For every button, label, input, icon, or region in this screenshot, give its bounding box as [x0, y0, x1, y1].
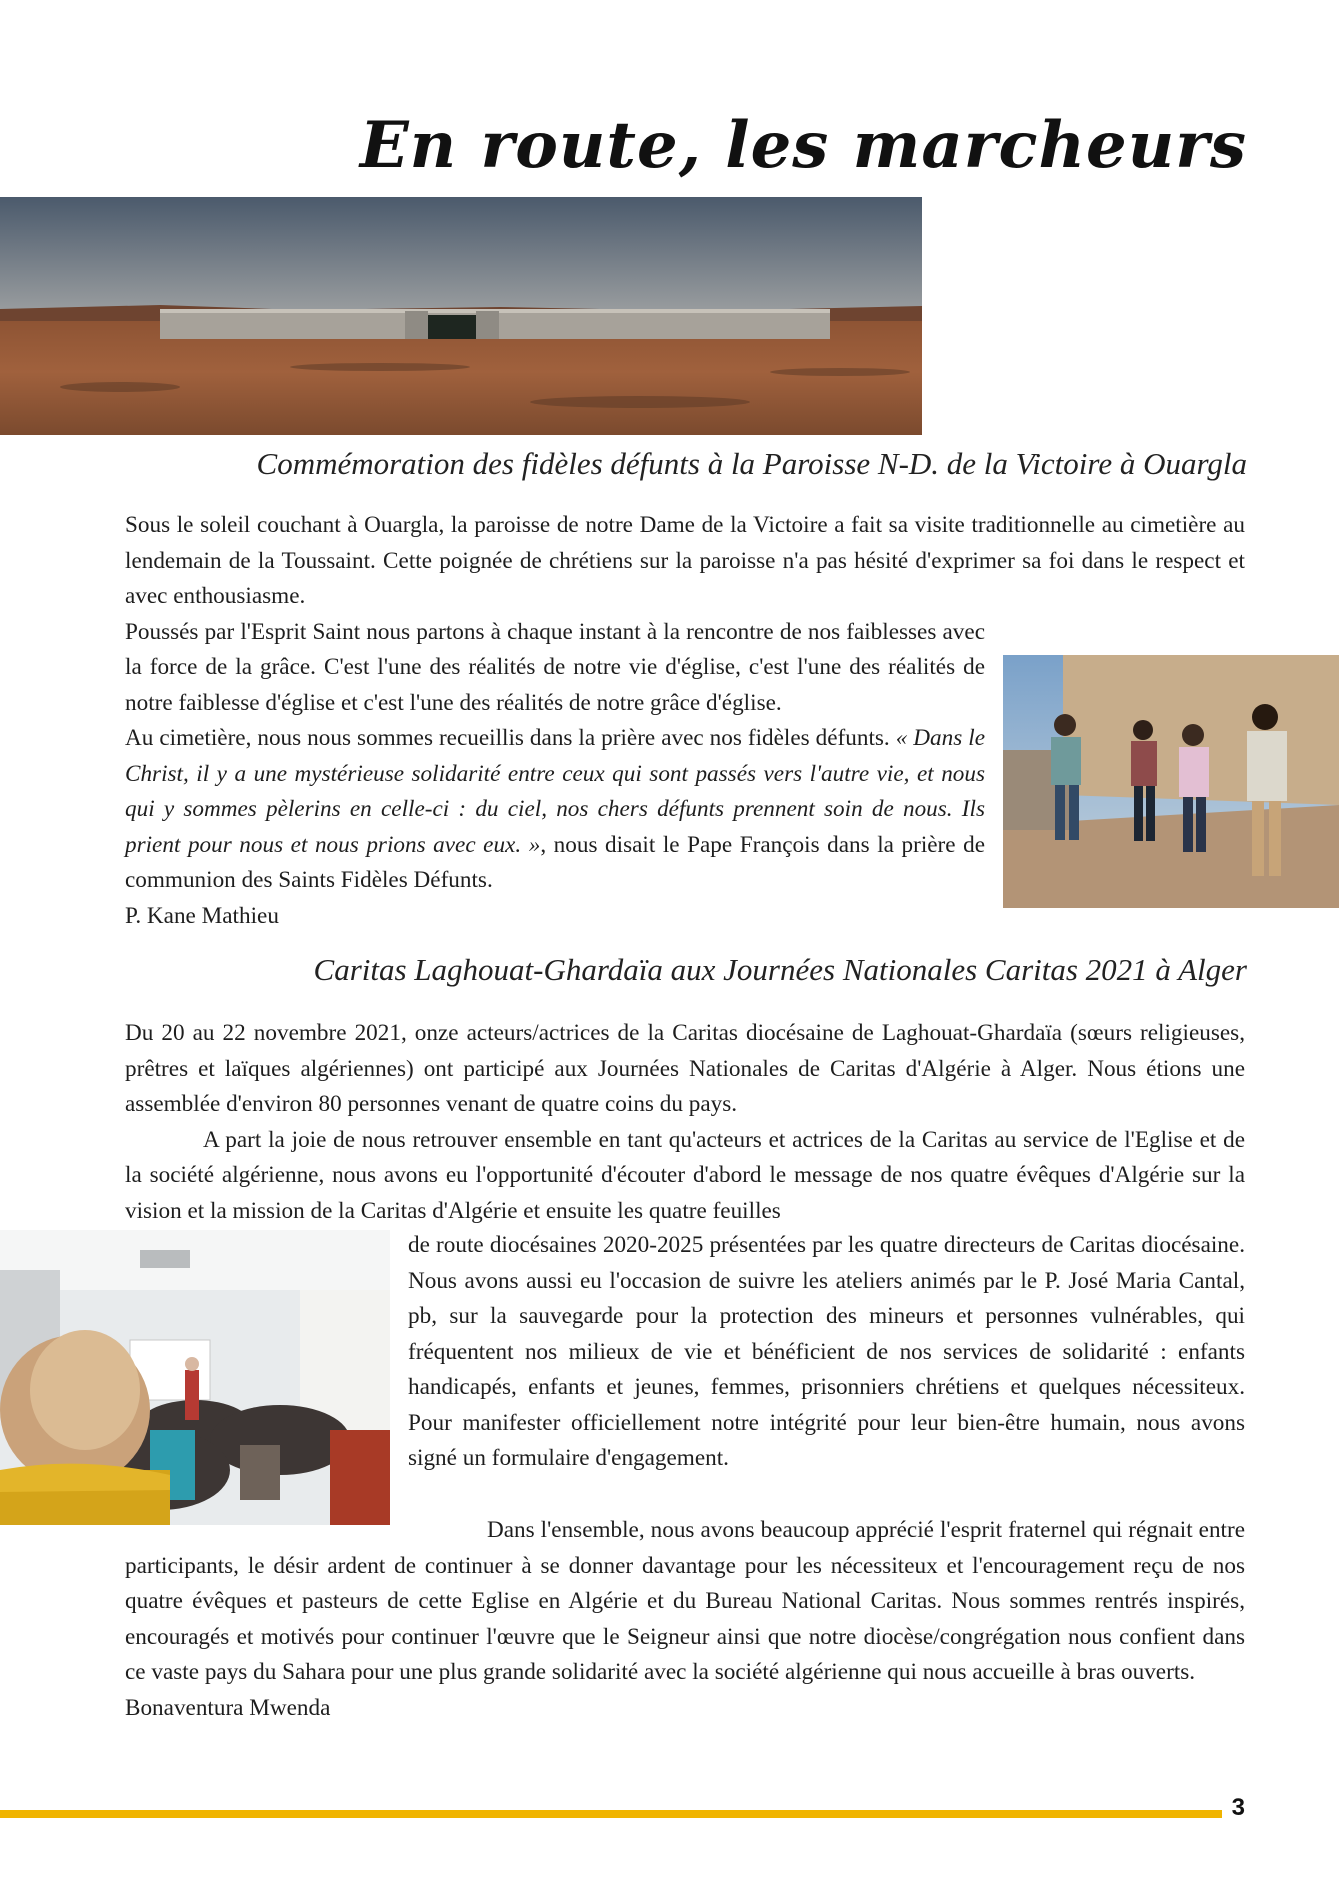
- footer-accent-line: [0, 1810, 1222, 1818]
- article-2-body-middle: [408, 1228, 1245, 1477]
- article-1-paragraph-2: Poussés par l'Esprit Saint nous partons à chaque instant à la rencontre de nos faiblesses avec la force de la grâce. C'est l'une des réalités de notre vie d'église, c'est l'une des réalités de notre faiblesse d'église et c'est l'une des réalités de notre grâce d'église.: [125, 618, 985, 716]
- article-2-author: Bonaventura Mwenda: [125, 1694, 331, 1721]
- article-2-paragraph-2-continued: de route diocésaines 2020-2025 présentées par les quatre directeurs de Caritas diocésaine. Nous avons aussi eu l'occasion de suivre les ateliers animés par le P. José Maria Cantal, pb, sur la sauvegarde pour la protection des mineurs et personnes vulnérables, qui fréquentent nos milieux de vie et bénéficient de nos services de solidarité : enfants handicapés, enfants et jeunes, femmes, prisonniers chrétiens et quelques nécessiteux. Pour manifester officiellement notre intégrité pour leur bien-être humain, nous avons signé un formulaire d'engagement.: [408, 1232, 1245, 1471]
- cemetery-sunset-photo: [0, 197, 922, 435]
- article-1-paragraph-3-outro: , nous disait le Pape François dans la prière de communion des Saints Fidèles Défunts.: [125, 831, 986, 893]
- article-2-paragraph-3: Dans l'ensemble, nous avons beaucoup apprécié l'esprit fraternel qui régnait entre participants, le désir ardent de continuer à se donner davantage pour les nécessiteux et l'encouragement reçu de nos quatre évêques et pasteurs de cette Eglise en Algérie et du Bureau National Caritas. Nous sommes rentrés inspirés, encouragés et motivés pour continuer l'œuvre que le Seigneur ainsi que notre diocèse/congrégation nous confient dans ce vaste pays du Sahara pour une plus grande solidarité avec la société algérienne qui nous accueille à bras ouverts.: [125, 1517, 1245, 1685]
- article-1-paragraph-3-intro: Au cimetière, nous nous sommes recueillis dans la prière avec nos fidèles défunts.: [125, 725, 896, 751]
- pope-quote: « Dans le Christ, il y a une mystérieuse solidarité entre ceux qui sont passés vers l'autre vie, et nous qui y sommes pèlerins en celle-ci : du ciel, nos chers défunts prennent soin de nous. Ils prient pour nous et nous prions avec eux. »: [125, 725, 985, 858]
- article-1-paragraph-1: Sous le soleil couchant à Ouargla, la paroisse de notre Dame de la Victoire a fait sa visite traditionnelle au cimetière au lendemain de la Toussaint. Cette poignée de chrétiens sur la paroisse n'a pas hésité d'exprimer sa foi dans le respect et avec enthousiasme.: [125, 512, 1245, 609]
- assembly-photo: [0, 1230, 390, 1525]
- article-1-author: P. Kane Mathieu: [125, 902, 279, 929]
- page-number: 3: [1231, 1794, 1245, 1821]
- article-2-body-top: [125, 1016, 1245, 1229]
- article-2-paragraph-2-start: A part la joie de nous retrouver ensemble en tant qu'acteurs et actrices de la Caritas au service de l'Eglise et de la société algérienne, nous avons eu l'opportunité d'écouter d'abord le message de nos quatre évêques d'Algérie sur la vision et la mission de la Caritas d'Algérie et ensuite les quatre feuilles: [125, 1126, 1245, 1224]
- article-1-paragraph-3: [125, 721, 985, 899]
- article-2-body-bottom: [125, 1513, 1245, 1726]
- article-2-subtitle: Caritas Laghouat-Ghardaïa aux Journées Nationales Caritas 2021 à Alger: [313, 952, 1247, 987]
- page-title: En route, les marcheurs: [359, 108, 1247, 183]
- article-2-paragraph-1: Du 20 au 22 novembre 2021, onze acteurs/actrices de la Caritas diocésaine de Laghouat-Ghardaïa (sœurs religieuses, prêtres et laïques algériennes) ont participé aux Journées Nationales de Caritas d'Algérie à Alger. Nous étions une assemblée d'environ 80 personnes venant de quatre coins du pays.: [125, 1020, 1245, 1117]
- article-1-body: [125, 508, 1245, 934]
- article-1-subtitle: Commémoration des fidèles défunts à la Paroisse N-D. de la Victoire à Ouargla: [256, 446, 1247, 481]
